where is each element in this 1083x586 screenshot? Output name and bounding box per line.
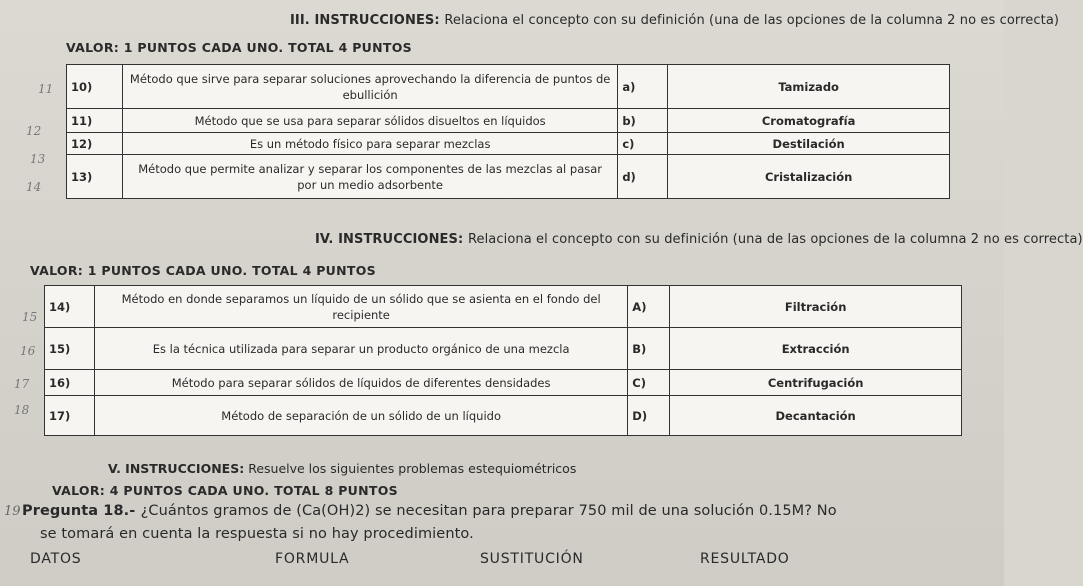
- question-number: 16): [45, 370, 95, 396]
- question-number: 14): [45, 286, 95, 328]
- option-letter: c): [618, 133, 668, 155]
- handwritten-note: 11: [38, 82, 54, 96]
- section3-title: III. INSTRUCCIONES:: [290, 13, 440, 28]
- section4-valor: VALOR: 1 PUNTOS CADA UNO. TOTAL 4 PUNTOS: [30, 263, 376, 278]
- header-formula: FORMULA: [275, 551, 350, 567]
- option-answer: Cromatografía: [668, 109, 950, 133]
- section5-instruction: Resuelve los siguientes problemas estequiométricos: [248, 461, 577, 476]
- table-row: [45, 396, 962, 436]
- question-number: 12): [67, 133, 123, 155]
- question-definition: Método que se usa para separar sólidos disueltos en líquidos: [122, 109, 617, 133]
- option-letter: a): [618, 65, 668, 109]
- header-sustitucion: SUSTITUCIÓN: [480, 551, 584, 567]
- question-definition: Método en donde separamos un líquido de un sólido que se asienta en el fondo del recipiente: [94, 286, 627, 328]
- handwritten-note: 15: [22, 310, 38, 324]
- option-letter: B): [628, 328, 670, 370]
- table-row: [67, 65, 950, 109]
- option-letter: d): [618, 155, 668, 199]
- section4-heading: [315, 232, 1083, 247]
- question-18-text-line2: se tomará en cuenta la respuesta si no hay procedimiento.: [40, 526, 474, 542]
- question-definition: Método de separación de un sólido de un líquido: [94, 396, 627, 436]
- question-definition: Es la técnica utilizada para separar un producto orgánico de una mezcla: [94, 328, 627, 370]
- question-definition: Método que sirve para separar soluciones aprovechando la diferencia de puntos de ebullición: [122, 65, 617, 109]
- option-answer: Cristalización: [668, 155, 950, 199]
- header-resultado: RESULTADO: [700, 551, 790, 567]
- question-number: 15): [45, 328, 95, 370]
- table-row: [45, 286, 962, 328]
- question-number: 17): [45, 396, 95, 436]
- section5-heading: [108, 461, 576, 476]
- section4-title: IV. INSTRUCCIONES:: [315, 232, 464, 247]
- section5-valor: VALOR: 4 PUNTOS CADA UNO. TOTAL 8 PUNTOS: [52, 483, 398, 498]
- handwritten-note: 12: [26, 124, 42, 138]
- handwritten-note: 19: [4, 504, 21, 519]
- table-row: [67, 109, 950, 133]
- section3-heading: [290, 13, 1059, 28]
- table-row: [45, 328, 962, 370]
- header-datos: DATOS: [30, 551, 82, 567]
- table-row: [67, 155, 950, 199]
- section4-table: [44, 285, 962, 436]
- question-number: 10): [67, 65, 123, 109]
- option-letter: A): [628, 286, 670, 328]
- option-answer: Filtración: [670, 286, 962, 328]
- question-number: 13): [67, 155, 123, 199]
- question-definition: Método que permite analizar y separar los componentes de las mezclas al pasar por un medio adsorbente: [122, 155, 617, 199]
- option-letter: b): [618, 109, 668, 133]
- section4-instruction: Relaciona el concepto con su definición (una de las opciones de la columna 2 no es correcta): [467, 232, 1083, 247]
- option-answer: Tamizado: [668, 65, 950, 109]
- option-answer: Destilación: [668, 133, 950, 155]
- question-definition: Método para separar sólidos de líquidos de diferentes densidades: [94, 370, 627, 396]
- handwritten-note: 18: [14, 403, 30, 417]
- handwritten-note: 17: [14, 377, 30, 391]
- option-answer: Extracción: [670, 328, 962, 370]
- question-18-text: ¿Cuántos gramos de (Ca(OH)2) se necesitan para preparar 750 mil de una solución 0.15M? No: [140, 503, 837, 519]
- section3-instruction: Relaciona el concepto con su definición (una de las opciones de la columna 2 no es correcta): [444, 13, 1060, 28]
- table-row: [67, 133, 950, 155]
- handwritten-note: 14: [26, 180, 42, 194]
- option-answer: Decantación: [670, 396, 962, 436]
- handwritten-note: 13: [30, 152, 46, 166]
- question-18: [22, 503, 837, 519]
- section5-title: V. INSTRUCCIONES:: [108, 461, 245, 476]
- option-letter: D): [628, 396, 670, 436]
- question-number: 11): [67, 109, 123, 133]
- section3-table: [66, 64, 950, 199]
- table-row: [45, 370, 962, 396]
- option-answer: Centrifugación: [670, 370, 962, 396]
- question-definition: Es un método físico para separar mezclas: [122, 133, 617, 155]
- handwritten-note: 16: [20, 344, 36, 358]
- option-letter: C): [628, 370, 670, 396]
- question-18-label: Pregunta 18.-: [22, 503, 136, 519]
- section3-valor: VALOR: 1 PUNTOS CADA UNO. TOTAL 4 PUNTOS: [66, 40, 412, 55]
